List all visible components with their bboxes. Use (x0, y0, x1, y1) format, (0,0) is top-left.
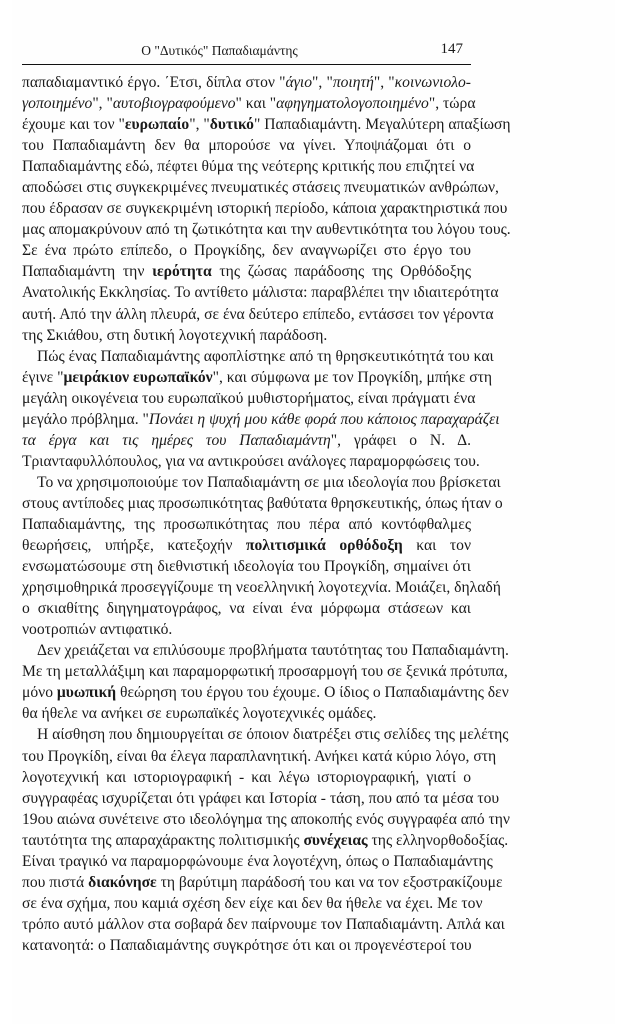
italic-text: αφηγηματολογοποιημένο (276, 95, 429, 113)
italic-text: άγιο (285, 74, 312, 91)
text-line (22, 388, 476, 409)
text-run: ο σκιαθίτης διηγηματογράφος, να είναι ένα μόρφωμα στάσεων και (22, 600, 471, 618)
text-run: θεώρηση του έργου του έχουμε. Ο ίδιος ο Παπαδιαμάντης δεν (116, 684, 509, 702)
text-run: θεωρήσεις, υπήρξε, κατεξοχήν (22, 537, 246, 555)
text-run: 19ου αιώνα συνέτεινε στο ιδεολόγημα της αποκοπής ενός συγγραφέα από την (22, 810, 510, 828)
text-line (22, 577, 501, 598)
text-line (22, 451, 480, 472)
text-line (22, 325, 471, 346)
book-page (12, 0, 615, 1024)
text-run: ", τώρα (428, 95, 476, 113)
text-run: του Παπαδιαμάντη δεν θα μπορούσε να γίνει. Υποψιάζομαι ότι ο (22, 137, 471, 155)
text-line (22, 304, 494, 325)
text-line (22, 135, 471, 156)
italic-text: γοποιημένο (22, 95, 93, 113)
italic-text: Πονάει η ψυχή μου κάθε φορά που κάποιος παραχαράζει (148, 410, 500, 428)
text-line (22, 346, 494, 367)
text-run: μόνο (22, 684, 57, 702)
text-run: ", " (312, 74, 333, 91)
running-title: Ο "Δυτικός" Παπαδιαμάντης (141, 43, 298, 58)
text-line (22, 114, 511, 135)
text-run: " Παπαδιαμάντη. Μεγαλύτερη απαξίωση (253, 116, 511, 134)
running-header (22, 42, 471, 65)
bold-text: μυωπική (56, 684, 117, 702)
text-line (22, 809, 510, 830)
text-run: μεγάλη οικογένεια του ευρωπαϊκού μυθιστορήματος, είναι πράγματι ένα (22, 389, 476, 407)
text-run: Πώς ένας Παπαδιαμάντης αφοπλίστηκε από τη θρησκευτικότητά του και (37, 347, 494, 365)
bold-text: μειράκιον ευρωπαϊκόν (63, 368, 213, 386)
text-run: κατανοητά: ο Παπαδιαμάντης συγκρότησε ότι και οι προγενέστεροί του (22, 936, 472, 954)
italic-text: ποιητή (332, 74, 374, 91)
text-line (22, 724, 509, 745)
bold-text: πολιτισμικά ορθόδοξη (245, 537, 403, 555)
paragraph (22, 346, 500, 472)
page-number: 147 (440, 41, 463, 57)
text-run: στους αντίποδες μιας προσωπικότητας βαθύτατα θρησκευτικής, όπως ήταν ο (22, 494, 503, 512)
text-line (22, 935, 471, 956)
text-run: " και " (235, 95, 277, 113)
bold-text: ευρωπαίο (124, 116, 190, 134)
text-run: ", και σύμφωνα με τον Προγκίδη, μπήκε στη (212, 368, 493, 386)
text-run: Παπαδιαμάντης, της προσωπικότητας που πέρα από κοντόφθαλμες (22, 515, 471, 533)
text-run: λογοτεχνική και ιστοριογραφική - και λέγω ιστοριογραφική, γιατί ο (22, 768, 471, 786)
text-run: του Προγκίδη, είναι θα έλεγα παραπλανητική. Ανήκει κατά κύριο λόγο, στη (22, 747, 497, 765)
text-line (22, 893, 483, 914)
italic-text: κοινωνιολο- (394, 74, 471, 91)
text-run: έγινε " (22, 368, 64, 386)
text-run: Σε ένα πρώτο επίπεδο, ο Προγκίδης, δεν αναγνωρίζει στο έργο του (22, 242, 471, 260)
text-line (22, 872, 503, 893)
text-run: ", " (92, 95, 113, 113)
text-line (22, 367, 493, 388)
text-run: έχουμε και τον " (22, 116, 125, 134)
text-line (22, 198, 508, 219)
text-line (22, 914, 505, 935)
text-run: ενσωματώσουμε στη διεθνιστική ιδεολογία του Προγκίδη, σημαίνει ότι (22, 558, 471, 576)
text-line (22, 640, 509, 661)
text-line (22, 788, 500, 809)
text-run: Τριανταφυλλόπουλος, για να αντικρούσει ανάλογες παραμορφώσεις του. (22, 452, 480, 470)
text-line (22, 409, 500, 430)
italic-text: αυτοβιογραφούμενο (112, 95, 236, 113)
text-run: Παπαδιαμάντη την (22, 263, 153, 281)
text-run: σε ένα σχήμα, που καμιά σχέση δεν είχε και δεν θα ήθελε να έχει. Με τον (22, 894, 483, 912)
text-line (22, 156, 475, 177)
text-run: Είναι τραγικό να παραμορφώνουμε ένα λογοτέχνη, όπως ο Παπαδιαμάντης (22, 852, 493, 870)
text-run: ", " (189, 116, 210, 134)
text-line (22, 514, 471, 535)
text-line (22, 282, 499, 303)
text-run: Δεν χρειάζεται να επιλύσουμε προβλήματα ταυτότητας του Παπαδιαμάντη. (37, 642, 509, 660)
text-run: χρησιμοθηρικά προσεγγίζουμε τη νεοελληνική λογοτεχνία. Μοιάζει, δηλαδή (22, 579, 501, 597)
text-run: νοοτροπιών αντιφατικό. (22, 621, 173, 639)
text-run: τη βαρύτιμη παράδοσή του και να τον εξοστρακίζουμε (156, 873, 503, 891)
paragraph (22, 472, 503, 640)
text-line (22, 556, 471, 577)
text-run: Ανατολικής Εκκλησίας. Το αντίθετο μάλιστα: παραβλέπει την ιδιαιτερότητα (22, 284, 499, 302)
text-line (22, 430, 471, 451)
text-run: που πιστά (22, 873, 89, 891)
text-line (22, 851, 493, 872)
text-line (22, 703, 471, 724)
bold-text: συνέχειας (303, 831, 368, 849)
text-run: ", γράφει ο Ν. Δ. (330, 431, 471, 449)
text-run: Το να χρησιμοποιούμε τον Παπαδιαμάντη σε μια ιδεολογία που βρίσκεται (37, 473, 501, 491)
text-line (22, 661, 508, 682)
text-run: που έδρασαν σε συγκεκριμένη ιστορική περίοδο, κάποια χαρακτηριστικά που (22, 200, 508, 218)
text-line (22, 493, 503, 514)
text-run: παπαδιαμαντικό έργο. ΄Ετσι, δίπλα στον " (22, 74, 286, 91)
text-run: συγγραφέας ισχυρίζεται ότι γράφει και Ιστορία - τάση, που από τα μέσα του (22, 789, 500, 807)
text-line (22, 767, 471, 788)
paragraph (22, 640, 509, 724)
text-run: της Σκιάθου, στη δυτική λογοτεχνική παράδοση. (22, 326, 328, 344)
text-line (22, 619, 471, 640)
text-line (22, 240, 471, 261)
text-line (22, 177, 499, 198)
text-run: Η αίσθηση που δημιουργείται σε όποιον διατρέξει στις σελίδες της μελέτης (37, 726, 509, 744)
bold-text: δυτικό (209, 116, 254, 134)
text-run: της ελληνορθοδοξίας. (367, 831, 509, 849)
text-line (22, 261, 471, 282)
text-line (22, 830, 509, 851)
text-run: αυτή. Από την άλλη πλευρά, σε ένα δεύτερο επίπεδο, εντάσσει τον γέροντα (22, 305, 494, 323)
paragraph (22, 724, 510, 956)
bold-text: διακόνησε (88, 873, 157, 891)
text-line (22, 72, 471, 93)
text-run: της ζώσας παράδοσης της Ορθόδοξης (211, 263, 471, 281)
text-line (22, 598, 471, 619)
text-run: ταυτότητα της απαραχάρακτης πολιτισμικής (22, 831, 304, 849)
body-text (22, 72, 511, 956)
text-line (22, 472, 501, 493)
text-run: τρόπο αυτό μάλλον στα σοβαρά δεν παίρνουμε τον Παπαδιαμάντη. Απλά και (22, 915, 505, 933)
text-line (22, 93, 476, 114)
text-line (22, 219, 511, 240)
italic-text: τα έργα και τις ημέρες του Παπαδιαμάντη (22, 431, 331, 449)
text-run: θα ήθελε να ανήκει σε ευρωπαϊκές λογοτεχνικές ομάδες. (22, 705, 377, 723)
text-run: αποδώσει στις συγκεκριμένες πνευματικές στάσεις πνευματικών ανθρώπων, (22, 179, 499, 197)
text-run: μας απομακρύνουν από τη ζωτικότητα και την αυθεντικότητα του λόγου τους. (22, 221, 511, 239)
text-line (22, 746, 497, 767)
text-run: Με τη μεταλλάξιμη και παραμορφωτική προσαρμογή του σε ξενικά πρότυπα, (22, 663, 508, 681)
text-line (22, 682, 509, 703)
text-run: μεγάλο πρόβλημα. " (22, 410, 149, 428)
text-line (22, 535, 471, 556)
paragraph (22, 72, 511, 346)
bold-text: ιερότητα (152, 263, 212, 281)
text-run: και τον (402, 537, 471, 555)
text-run: Παπαδιαμάντης εδώ, πέφτει θύμα της νεότερης κριτικής που επιζητεί να (22, 158, 475, 176)
text-run: ", " (373, 74, 395, 91)
